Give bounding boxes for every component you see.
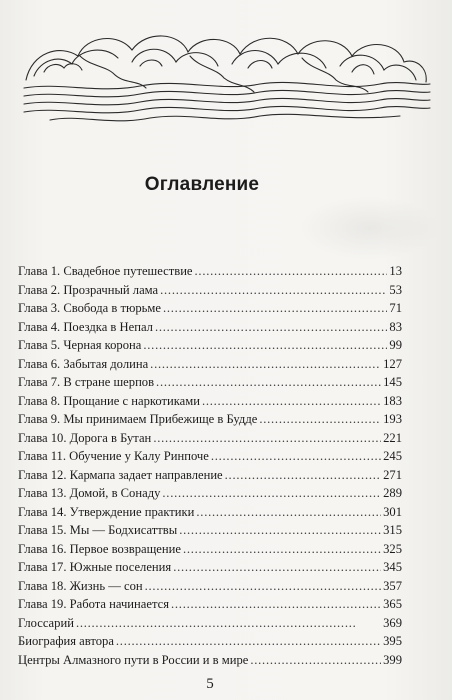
toc-page-number: 183 [383,393,402,408]
toc-page-number: 53 [389,282,402,297]
dot-leader [259,410,381,429]
toc-page-number: 345 [383,560,402,574]
dot-leader [150,355,381,374]
toc-entry [18,447,402,466]
toc-entry [18,651,402,670]
toc-entry-title: Глава 13. Домой, в Сонаду [18,486,161,500]
toc-entry-title: Глава 8. Прощание с наркотиками [18,393,200,408]
bleed-through-shadow [300,196,440,260]
toc-entry-title: Глава 19. Работа начинается [18,597,170,611]
dot-leader [250,651,381,670]
toc-page-number: 301 [383,504,402,519]
toc-entry [18,614,402,633]
toc-entry [18,410,402,429]
toc-entry-title: Глава 12. Кармапа задает направление [18,467,223,482]
toc-entry [18,595,402,614]
toc-entry-title: Глава 14. Утверждение практики [18,504,195,519]
toc-page-number: 399 [383,652,402,667]
toc-entry [18,521,402,540]
toc-page-number: 127 [383,356,402,371]
dot-leader [183,540,381,559]
dot-leader [171,595,381,614]
toc-entry-title: Глава 6. Забытая долина [18,356,149,371]
toc-page-number: 365 [383,597,402,611]
toc-entry-title: Биография автора [18,634,114,648]
toc-entry-title: Глава 15. Мы — Бодхисаттвы [18,523,178,537]
toc-entry-title: Глава 9. Мы принимаем Прибежище в Будде [18,412,258,426]
toc-page-number: 271 [383,467,402,482]
toc-page-number: 369 [383,615,402,630]
toc-entry [18,429,402,448]
dot-leader [179,521,381,540]
cloud-ornament-illustration [20,22,432,132]
dot-leader [155,318,387,337]
toc-entry [18,299,402,318]
dot-leader [202,392,381,411]
toc-entry-title: Глава 18. Жизнь — сон [18,578,143,593]
toc-entry-title: Глава 1. Свадебное путешествие [18,264,193,278]
dot-leader [173,558,381,577]
dot-leader [76,614,381,633]
toc-entry [18,577,402,596]
dot-leader [116,632,381,651]
toc-page-number: 357 [383,578,402,593]
toc-entry [18,632,402,651]
dot-leader [156,373,381,392]
toc-entry-title: Центры Алмазного пути в России и в мире [18,652,249,667]
toc-entry [18,336,402,355]
toc-entry-title: Глава 11. Обучение у Калу Ринпоче [18,449,209,463]
dot-leader [143,336,387,355]
toc-entry-title: Глава 10. Дорога в Бутан [18,430,152,445]
dot-leader [163,299,387,318]
toc-page-number: 83 [389,319,402,334]
toc-entry [18,540,402,559]
toc-entry [18,262,402,281]
toc-page-number: 221 [383,430,402,445]
toc-entry-title: Глава 4. Поездка в Непал [18,319,153,334]
page-number: 5 [206,676,214,692]
toc-page-number: 325 [383,541,402,556]
toc-entry [18,503,402,522]
dot-leader [195,262,388,281]
toc-page-number: 99 [389,338,402,352]
toc-entry [18,484,402,503]
contents-heading: Оглавление [144,174,260,195]
dot-leader [160,281,387,300]
toc-page-number: 193 [383,412,402,426]
toc-page-number: 145 [383,375,402,389]
toc-entry-title: Глава 2. Прозрачный лама [18,282,159,297]
toc-entry-title: Глава 7. В стране шерпов [18,375,155,389]
toc-page-number: 395 [383,634,402,648]
toc-page-number: 13 [389,264,402,278]
toc-entry-title: Глава 17. Южные поселения [18,560,172,574]
toc-entry [18,318,402,337]
dot-leader [211,447,381,466]
toc-page-number: 289 [383,486,402,500]
dot-leader [225,466,381,485]
dot-leader [196,503,381,522]
table-of-contents [18,262,402,669]
toc-page-number: 315 [383,523,402,537]
toc-entry [18,558,402,577]
toc-page-number: 71 [389,301,402,315]
toc-entry [18,281,402,300]
toc-entry [18,373,402,392]
toc-entry-title: Глоссарий [18,615,74,630]
toc-entry [18,466,402,485]
toc-entry-title: Глава 3. Свобода в тюрьме [18,301,161,315]
toc-page-number: 245 [383,449,402,463]
dot-leader [145,577,381,596]
toc-entry-title: Глава 5. Черная корона [18,338,142,352]
toc-entry [18,355,402,374]
dot-leader [162,484,381,503]
toc-entry [18,392,402,411]
toc-entry-title: Глава 16. Первое возвращение [18,541,181,556]
dot-leader [153,429,381,448]
